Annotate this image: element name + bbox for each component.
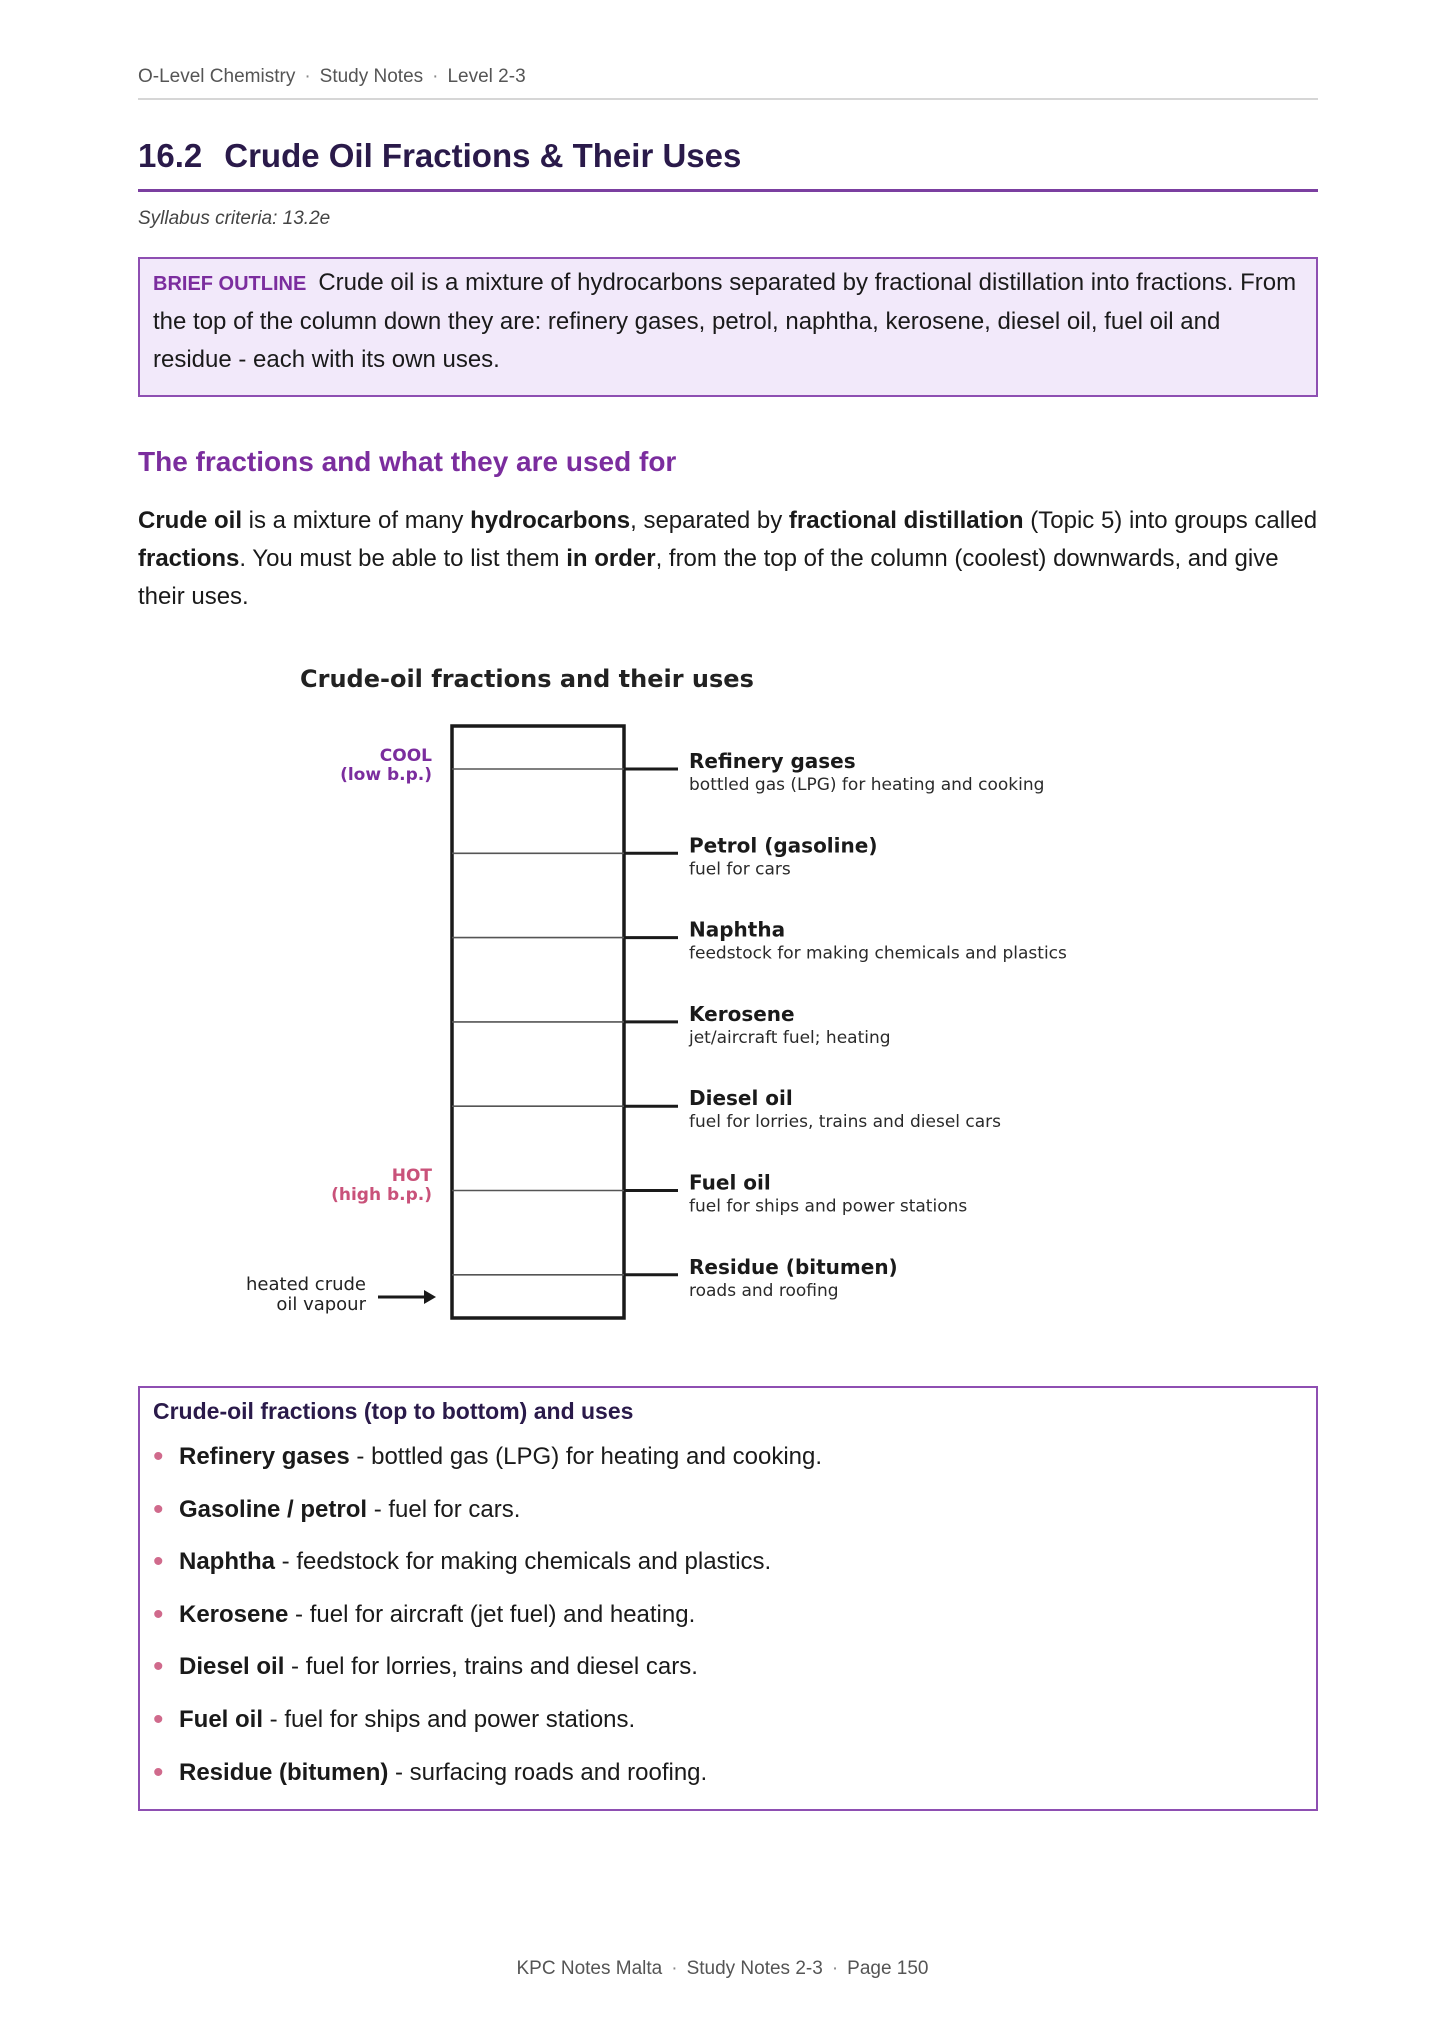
bullet-icon: • [153, 1597, 164, 1631]
fractionating-column-diagram [0, 640, 1445, 1340]
fraction-name: Refinery gases [689, 749, 856, 773]
header-separator: · [432, 66, 439, 87]
summary-item [153, 1641, 1303, 1694]
inlet-label-sub: oil vapour [276, 1294, 366, 1315]
summary-item-use: - fuel for aircraft (jet fuel) and heating. [288, 1600, 696, 1628]
bullet-icon: • [153, 1650, 164, 1684]
fraction-use: jet/aircraft fuel; heating [689, 1027, 891, 1048]
hot-label-sub: (high b.p.) [331, 1185, 432, 1205]
summary-item-term: Diesel oil [179, 1653, 285, 1681]
footer-publisher: KPC Notes Malta [516, 1958, 663, 1979]
fraction-marks [624, 749, 1067, 1301]
summary-item-term: Kerosene [179, 1600, 289, 1628]
header-subject: O-Level Chemistry [138, 66, 296, 87]
summary-item [153, 1431, 1303, 1484]
footer-page-number: Page 150 [847, 1958, 929, 1979]
fraction-use: bottled gas (LPG) for heating and cooking [689, 775, 1045, 795]
fraction-use: fuel for lorries, trains and diesel cars [689, 1112, 1002, 1133]
summary-item [153, 1747, 1303, 1800]
term-in-order: in order [566, 545, 656, 572]
section-number: 16.2 [138, 137, 203, 174]
header-series: Study Notes [319, 66, 424, 87]
term-hydrocarbons: hydrocarbons [470, 507, 631, 534]
summary-item [153, 1694, 1303, 1747]
section-heading: The fractions and what they are used for [138, 446, 677, 477]
fraction-name: Fuel oil [689, 1170, 771, 1195]
column-dividers [452, 769, 624, 1275]
fraction-use: fuel for ships and power stations [689, 1196, 968, 1217]
summary-item-use: - surfacing roads and roofing. [388, 1758, 708, 1786]
summary-item-use: - feedstock for making chemicals and plastics. [275, 1548, 772, 1576]
bullet-icon: • [153, 1440, 164, 1473]
fraction-name: Naphtha [689, 917, 786, 942]
cool-label-sub: (low b.p.) [340, 765, 432, 785]
term-fractions: fractions [138, 545, 240, 572]
bullet-icon: • [153, 1545, 164, 1579]
bullet-icon: • [153, 1492, 164, 1526]
fraction-name: Residue (bitumen) [689, 1254, 898, 1279]
page-title [138, 137, 1318, 175]
summary-item-term: Naphtha [179, 1548, 275, 1576]
summary-title: Crude-oil fractions (top to bottom) and uses [153, 1398, 634, 1424]
summary-item [153, 1484, 1303, 1537]
diagram-title: Crude-oil fractions and their uses [300, 665, 754, 693]
cool-label: COOL [379, 746, 432, 766]
intro-paragraph [138, 502, 1323, 616]
intro-text: . You must be able to list them [239, 545, 567, 572]
summary-item-term: Fuel oil [179, 1705, 263, 1733]
summary-item-term: Residue (bitumen) [179, 1758, 389, 1786]
inlet-arrow-head [424, 1290, 436, 1304]
summary-item-term: Gasoline / petrol [179, 1495, 368, 1523]
brief-outline-box [138, 257, 1318, 397]
fraction-use: feedstock for making chemicals and plastics [689, 943, 1067, 964]
hot-label: HOT [391, 1166, 432, 1186]
summary-item-use: - bottled gas (LPG) for heating and cooking. [349, 1443, 823, 1470]
term-fractional-distillation: fractional distillation [788, 507, 1024, 534]
summary-item-use: - fuel for ships and power stations. [263, 1705, 636, 1733]
page-footer [0, 1958, 1445, 1980]
header-level: Level 2-3 [447, 66, 526, 87]
summary-item [153, 1536, 1303, 1589]
fraction-name: Diesel oil [689, 1086, 793, 1111]
title-block [138, 137, 1318, 192]
footer-separator: · [831, 1958, 839, 1979]
intro-text: (Topic 5) into groups called [1023, 507, 1318, 534]
summary-item-use: - fuel for cars. [367, 1495, 521, 1523]
fraction-name: Kerosene [689, 1001, 795, 1026]
term-crude-oil: Crude oil [138, 507, 243, 534]
intro-text: , from the top of the column (coolest) downwards, and give their uses. [138, 545, 1279, 610]
footer-separator: · [671, 1958, 678, 1979]
fraction-use: roads and roofing [689, 1280, 839, 1301]
inlet-label: heated crude [246, 1274, 366, 1295]
header-separator: · [304, 66, 311, 87]
intro-text: is a mixture of many [242, 507, 471, 534]
section-title: Crude Oil Fractions & Their Uses [224, 137, 742, 174]
summary-item-term: Refinery gases [179, 1443, 350, 1470]
intro-text: , separated by [630, 507, 789, 534]
bullet-icon: • [153, 1702, 164, 1736]
brief-outline-tag: BRIEF OUTLINE [153, 273, 307, 295]
bullet-icon: • [153, 1755, 164, 1789]
summary-list [153, 1431, 1303, 1799]
running-header [138, 66, 1318, 100]
summary-item-use: - fuel for lorries, trains and diesel cars. [284, 1653, 698, 1681]
summary-box [138, 1386, 1318, 1811]
summary-item [153, 1589, 1303, 1642]
syllabus-criteria: Syllabus criteria: 13.2e [138, 208, 331, 229]
fraction-use: fuel for cars [689, 859, 791, 880]
footer-series: Study Notes 2-3 [686, 1958, 823, 1979]
fraction-name: Petrol (gasoline) [689, 833, 878, 858]
brief-outline-text: Crude oil is a mixture of hydrocarbons separated by fractional distillation into fractions. From the top of the column down they are: refinery gases, petrol, naphtha, kerosene, diesel oil, fuel oil and residue - each with its own uses. [153, 269, 1297, 373]
